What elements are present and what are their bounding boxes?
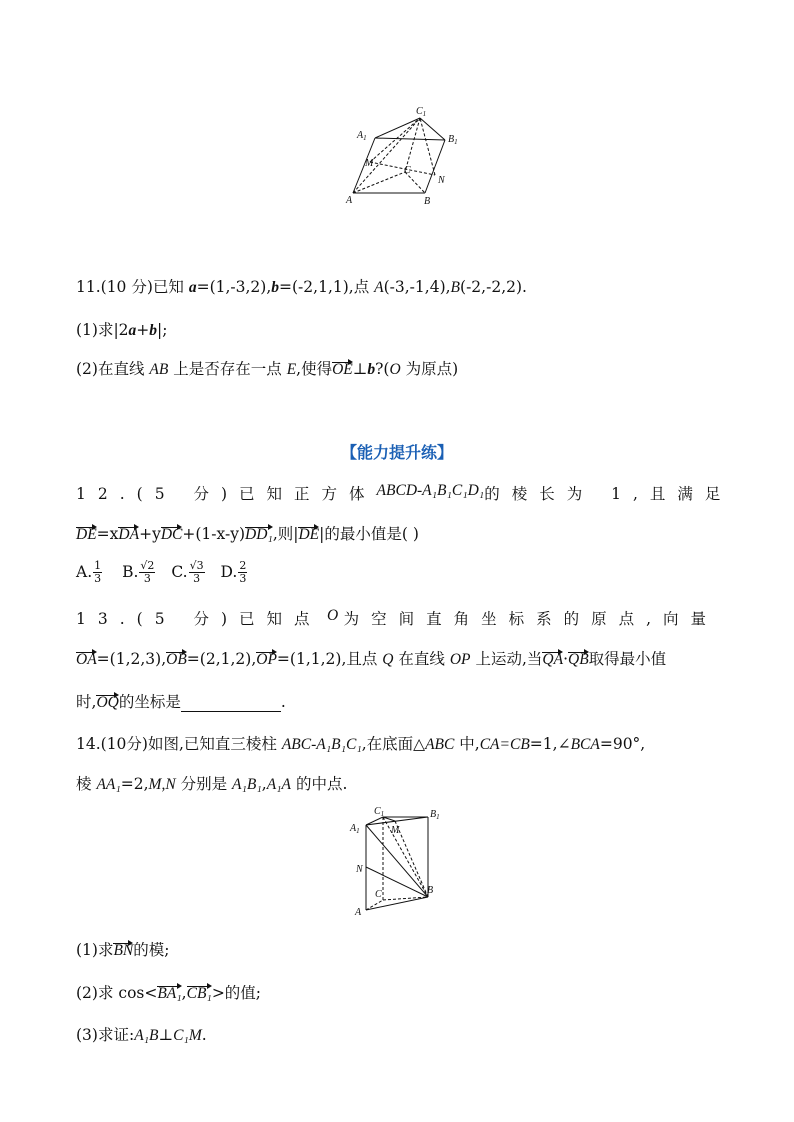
q11-line1: 11.(10 分)已知 a=(1,-3,2),b=(-2,1,1),点 A(-3,-1,4),B(-2,-2,2). [76,278,527,296]
label-n: N [356,864,363,875]
label-b: B [424,196,431,207]
q14-part1: (1)求BN的模; [76,941,170,959]
label-b1: $B_1$ [430,809,440,821]
option-c: C. $\frac{√3}{3}$ [171,559,204,585]
label-c: C [375,889,382,900]
figure-prism [348,805,458,920]
q12-line1: 12.(5 分)已知正方体 ABCD-A₁B₁C₁D₁ 的棱长为 1,且满足 [76,482,733,503]
q13-line1: 13.(5 分)已知点 O 为空间直角坐标系的原点,向量 [76,607,718,628]
figure-parallelepiped [340,100,470,210]
q13-line2: OA=(1,2,3),OB=(2,1,2),OP=(1,1,2),且点 Q 在直线 OP 上运动,当QA·QB取得最小值 [76,650,667,668]
label-a: A [355,907,362,918]
label-c: C [404,165,411,176]
answer-blank[interactable] [181,697,281,712]
label-m: M [365,158,374,169]
q14-part3: (3)求证:A₁B⊥C₁M. [76,1026,207,1044]
q11-part1: (1)求|2a+b|; [76,321,168,339]
q13-line3: 时,OQ的坐标是 . [76,693,286,711]
label-m: M [391,825,400,836]
label-a: A [346,195,353,206]
option-b: B. $\frac{√2}{3}$ [122,559,155,585]
label-c1: $C_1$ [374,806,385,818]
q12-line2: DE=xDA+yDC+(1-x-y)DD₁,则|DE|的最小值是( ) [76,525,419,543]
label-n: N [438,175,445,186]
label-b: B [427,885,434,896]
option-a: A. $\frac{1}{3}$ [76,559,102,585]
q14-line1: 14.(10分)如图,已知直三棱柱 ABC-A₁B₁C₁,在底面△ABC 中,CA=CB=1,∠BCA=90°, [76,735,646,753]
q11-part2: (2)在直线 AB 上是否存在一点 E,使得OE⊥b?(O 为原点) [76,360,459,378]
option-d: D. $\frac{2}{3}$ [220,559,247,585]
label-a1: $A_1$ [357,130,367,142]
q14-line2: 棱 AA₁=2,M,N 分别是 A₁B₁,A₁A 的中点. [76,775,348,793]
label-c1: $C_1$ [416,106,427,118]
section-heading: 【能力提升练】 [340,443,453,462]
q12-options [76,560,248,585]
label-b1: $B_1$ [448,134,458,146]
q14-part2: (2)求 cos<BA₁,CB₁>的值; [76,984,262,1002]
label-a1: $A_1$ [350,823,360,835]
